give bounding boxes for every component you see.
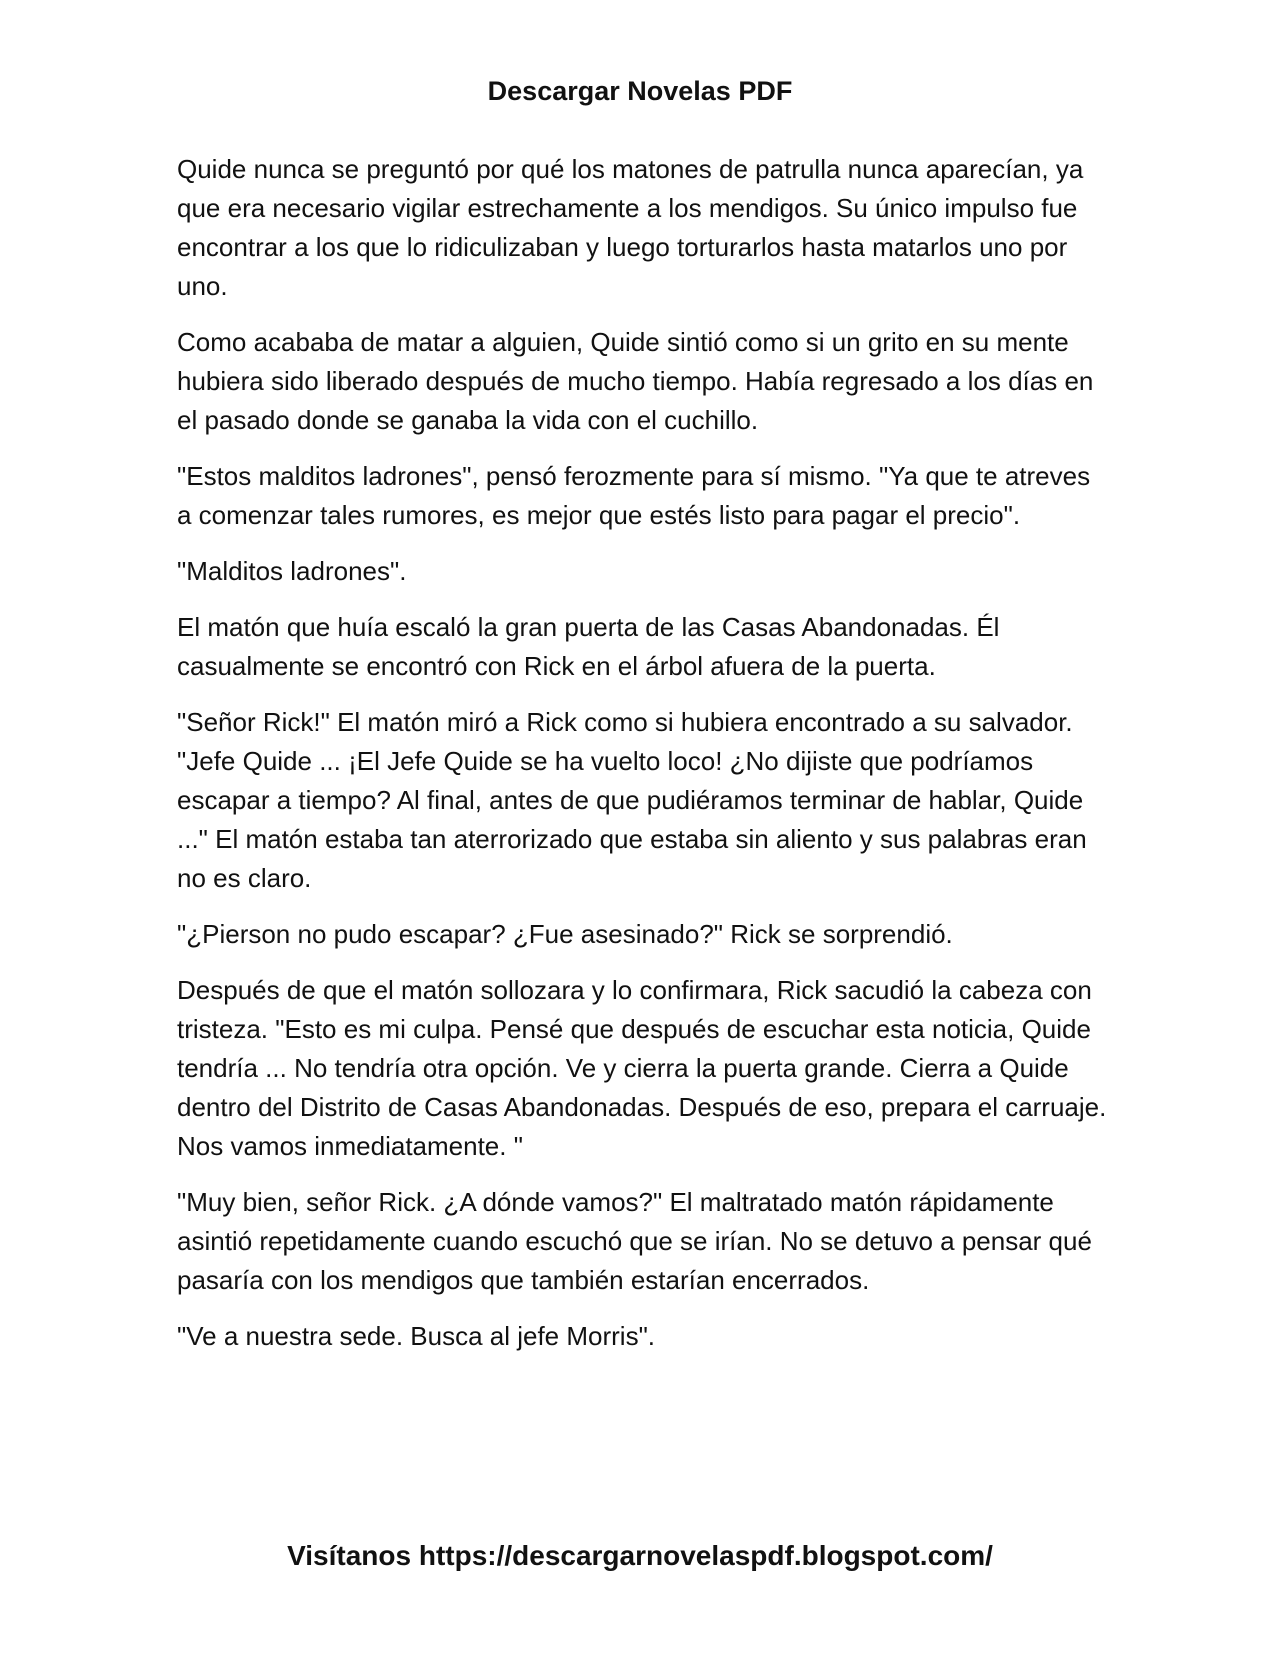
page-title: Descargar Novelas PDF <box>487 76 793 106</box>
footer-visit-link: Visítanos https://descargarnovelaspdf.blogspot.com/ <box>287 1540 993 1571</box>
paragraph: El matón que huía escaló la gran puerta de las Casas Abandonadas. Él casualmente se encontró con Rick en el árbol afuera de la puerta. <box>177 612 1000 681</box>
paragraph: "Malditos ladrones". <box>177 556 407 586</box>
document-body <box>177 150 1107 1373</box>
paragraph: "Estos malditos ladrones", pensó ferozmente para sí mismo. "Ya que te atreves a comenzar tales rumores, es mejor que estés listo para pagar el precio". <box>177 461 1091 530</box>
paragraph: "Ve a nuestra sede. Busca al jefe Morris". <box>177 1321 656 1351</box>
paragraph: Quide nunca se preguntó por qué los matones de patrulla nunca aparecían, ya que era necesario vigilar estrechamente a los mendigos. Su único impulso fue encontrar a los que lo ridiculizaban y luego torturarlos hasta matarlos uno por uno. <box>177 154 1084 301</box>
paragraph: "Muy bien, señor Rick. ¿A dónde vamos?" El maltratado matón rápidamente asintió repetidamente cuando escuchó que se irían. No se detuvo a pensar qué pasaría con los mendigos que también estarían encerrados. <box>177 1187 1092 1295</box>
paragraph: "¿Pierson no pudo escapar? ¿Fue asesinado?" Rick se sorprendió. <box>177 919 953 949</box>
paragraph: "Señor Rick!" El matón miró a Rick como si hubiera encontrado a su salvador. "Jefe Quide ... ¡El Jefe Quide se ha vuelto loco! ¿No dijiste que podríamos escapar a tiempo? Al final, antes de que pudiéramos terminar de hablar, Quide ..." El matón estaba tan aterrorizado que estaba sin aliento y sus palabras eran no es claro. <box>177 707 1087 893</box>
paragraph: Después de que el matón sollozara y lo confirmara, Rick sacudió la cabeza con tristeza. "Esto es mi culpa. Pensé que después de escuchar esta noticia, Quide tendría ... No tendría otra opción. Ve y cierra la puerta grande. Cierra a Quide dentro del Distrito de Casas Abandonadas. Después de eso, prepara el carruaje. Nos vamos inmediatamente. " <box>177 975 1107 1161</box>
paragraph: Como acababa de matar a alguien, Quide sintió como si un grito en su mente hubiera sido liberado después de mucho tiempo. Había regresado a los días en el pasado donde se ganaba la vida con el cuchillo. <box>177 327 1094 435</box>
